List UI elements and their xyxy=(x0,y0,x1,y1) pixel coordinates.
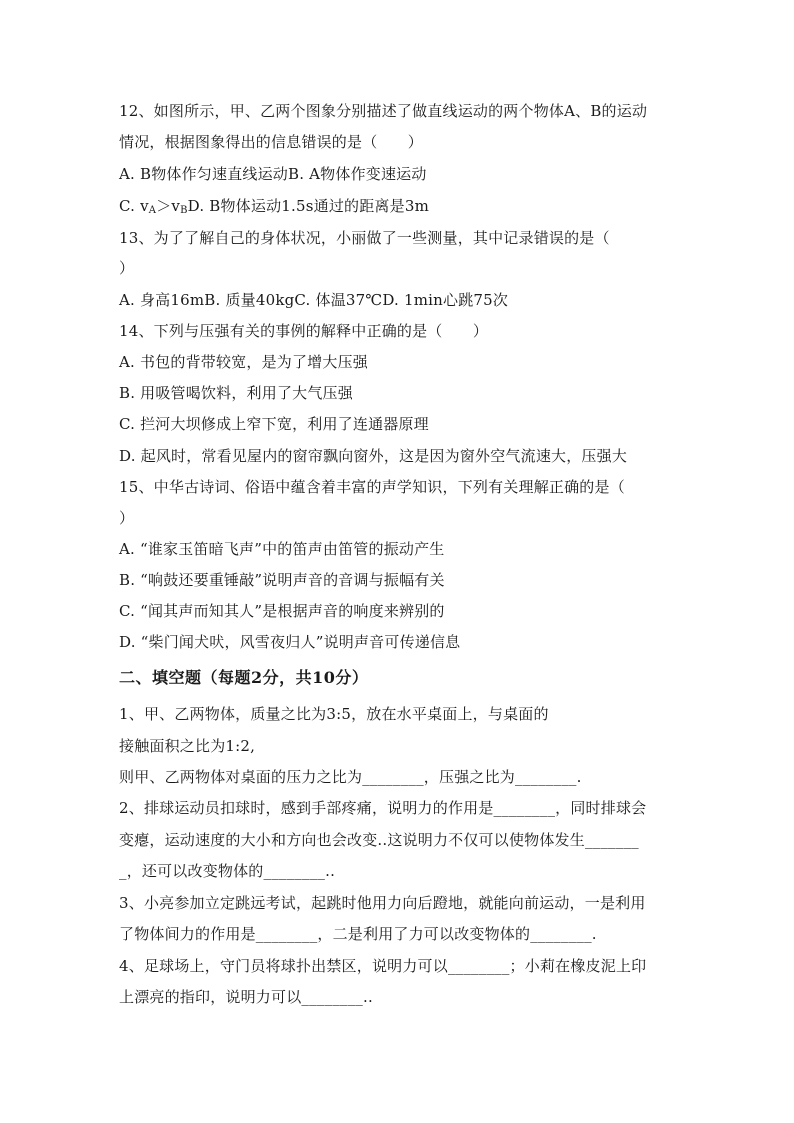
q12-stem-line2: 情况，根据图象得出的信息错误的是（ ） xyxy=(119,133,424,151)
section-heading: 二、填空题（每题2分，共10分） xyxy=(119,668,369,687)
q12-stem-line1: 12、如图所示，甲、乙两个图象分别描述了做直线运动的两个物体A、B的运动 xyxy=(119,102,648,120)
q15-option-d: D. “柴门闻犬吠，风雪夜归人”说明声音可传递信息 xyxy=(119,633,461,651)
fill2-line3: _，还可以改变物体的________.. xyxy=(119,862,336,880)
q14-option-a: A. 书包的背带较宽，是为了增大压强 xyxy=(119,353,368,371)
fill1-line3: 则甲、乙两物体对桌面的压力之比为________，压强之比为________. xyxy=(119,768,582,786)
fill3-line2: 了物体间力的作用是________，二是利用了力可以改变物体的________. xyxy=(119,925,597,943)
fill4-line1: 4、足球场上，守门员将球扑出禁区，说明力可以________；小莉在橡皮泥上印 xyxy=(119,957,647,975)
q15-option-a: A. “谁家玉笛暗飞声”中的笛声由笛管的振动产生 xyxy=(119,540,445,558)
q15-stem-line1: 15、中华古诗词、俗语中蕴含着丰富的声学知识，下列有关理解正确的是（ xyxy=(119,478,625,496)
q14-option-b: B. 用吸管喝饮料，利用了大气压强 xyxy=(119,384,353,402)
q12-options-line2 xyxy=(119,196,679,216)
q14-stem: 14、下列与压强有关的事例的解释中正确的是（ ） xyxy=(119,322,489,340)
q14-option-c: C. 拦河大坝修成上窄下宽，利用了连通器原理 xyxy=(119,415,429,433)
q15-option-b: B. “响鼓还要重锤敲”说明声音的音调与振幅有关 xyxy=(119,571,445,589)
q13-stem-line1: 13、为了了解自己的身体状况，小丽做了一些测量，其中记录错误的是（ xyxy=(119,229,610,247)
greater-than-vb: ＞v xyxy=(156,197,181,215)
q13-stem-line2: ） xyxy=(119,259,135,277)
fill2-line1: 2、排球运动员扣球时，感到手部疼痛，说明力的作用是________，同时排球会 xyxy=(119,799,647,817)
subscript-a: A xyxy=(148,205,157,216)
fill4-line2: 上漂亮的指印，说明力可以________.. xyxy=(119,988,373,1006)
q15-option-c: C. “闻其声而知其人”是根据声音的响度来辨别的 xyxy=(119,602,445,620)
q15-stem-line2: ） xyxy=(119,509,135,527)
q12-option-c-prefix: C. v xyxy=(119,197,149,215)
fill1-line1: 1、甲、乙两物体，质量之比为3:5，放在水平桌面上，与桌面的 xyxy=(119,705,549,723)
q13-options: A. 身高16mB. 质量40kgC. 体温37℃D. 1min心跳75次 xyxy=(119,291,509,309)
q14-option-d: D. 起风时，常看见屋内的窗帘飘向窗外，这是因为窗外空气流速大，压强大 xyxy=(119,447,628,465)
fill2-line2: 变瘪，运动速度的大小和方向也会改变..这说明力不仅可以使物体发生_______ xyxy=(119,831,639,849)
fill1-line2: 接触面积之比为1:2, xyxy=(119,737,256,755)
q12-option-d: D. B物体运动1.5s通过的距离是3m xyxy=(187,197,429,215)
q12-options-line1: A. B物体作匀速直线运动B. A物体作变速运动 xyxy=(119,165,427,183)
subscript-b: B xyxy=(180,205,188,216)
fill3-line1: 3、小亮参加立定跳远考试，起跳时他用力向后蹬地，就能向前运动，一是利用 xyxy=(119,894,646,912)
